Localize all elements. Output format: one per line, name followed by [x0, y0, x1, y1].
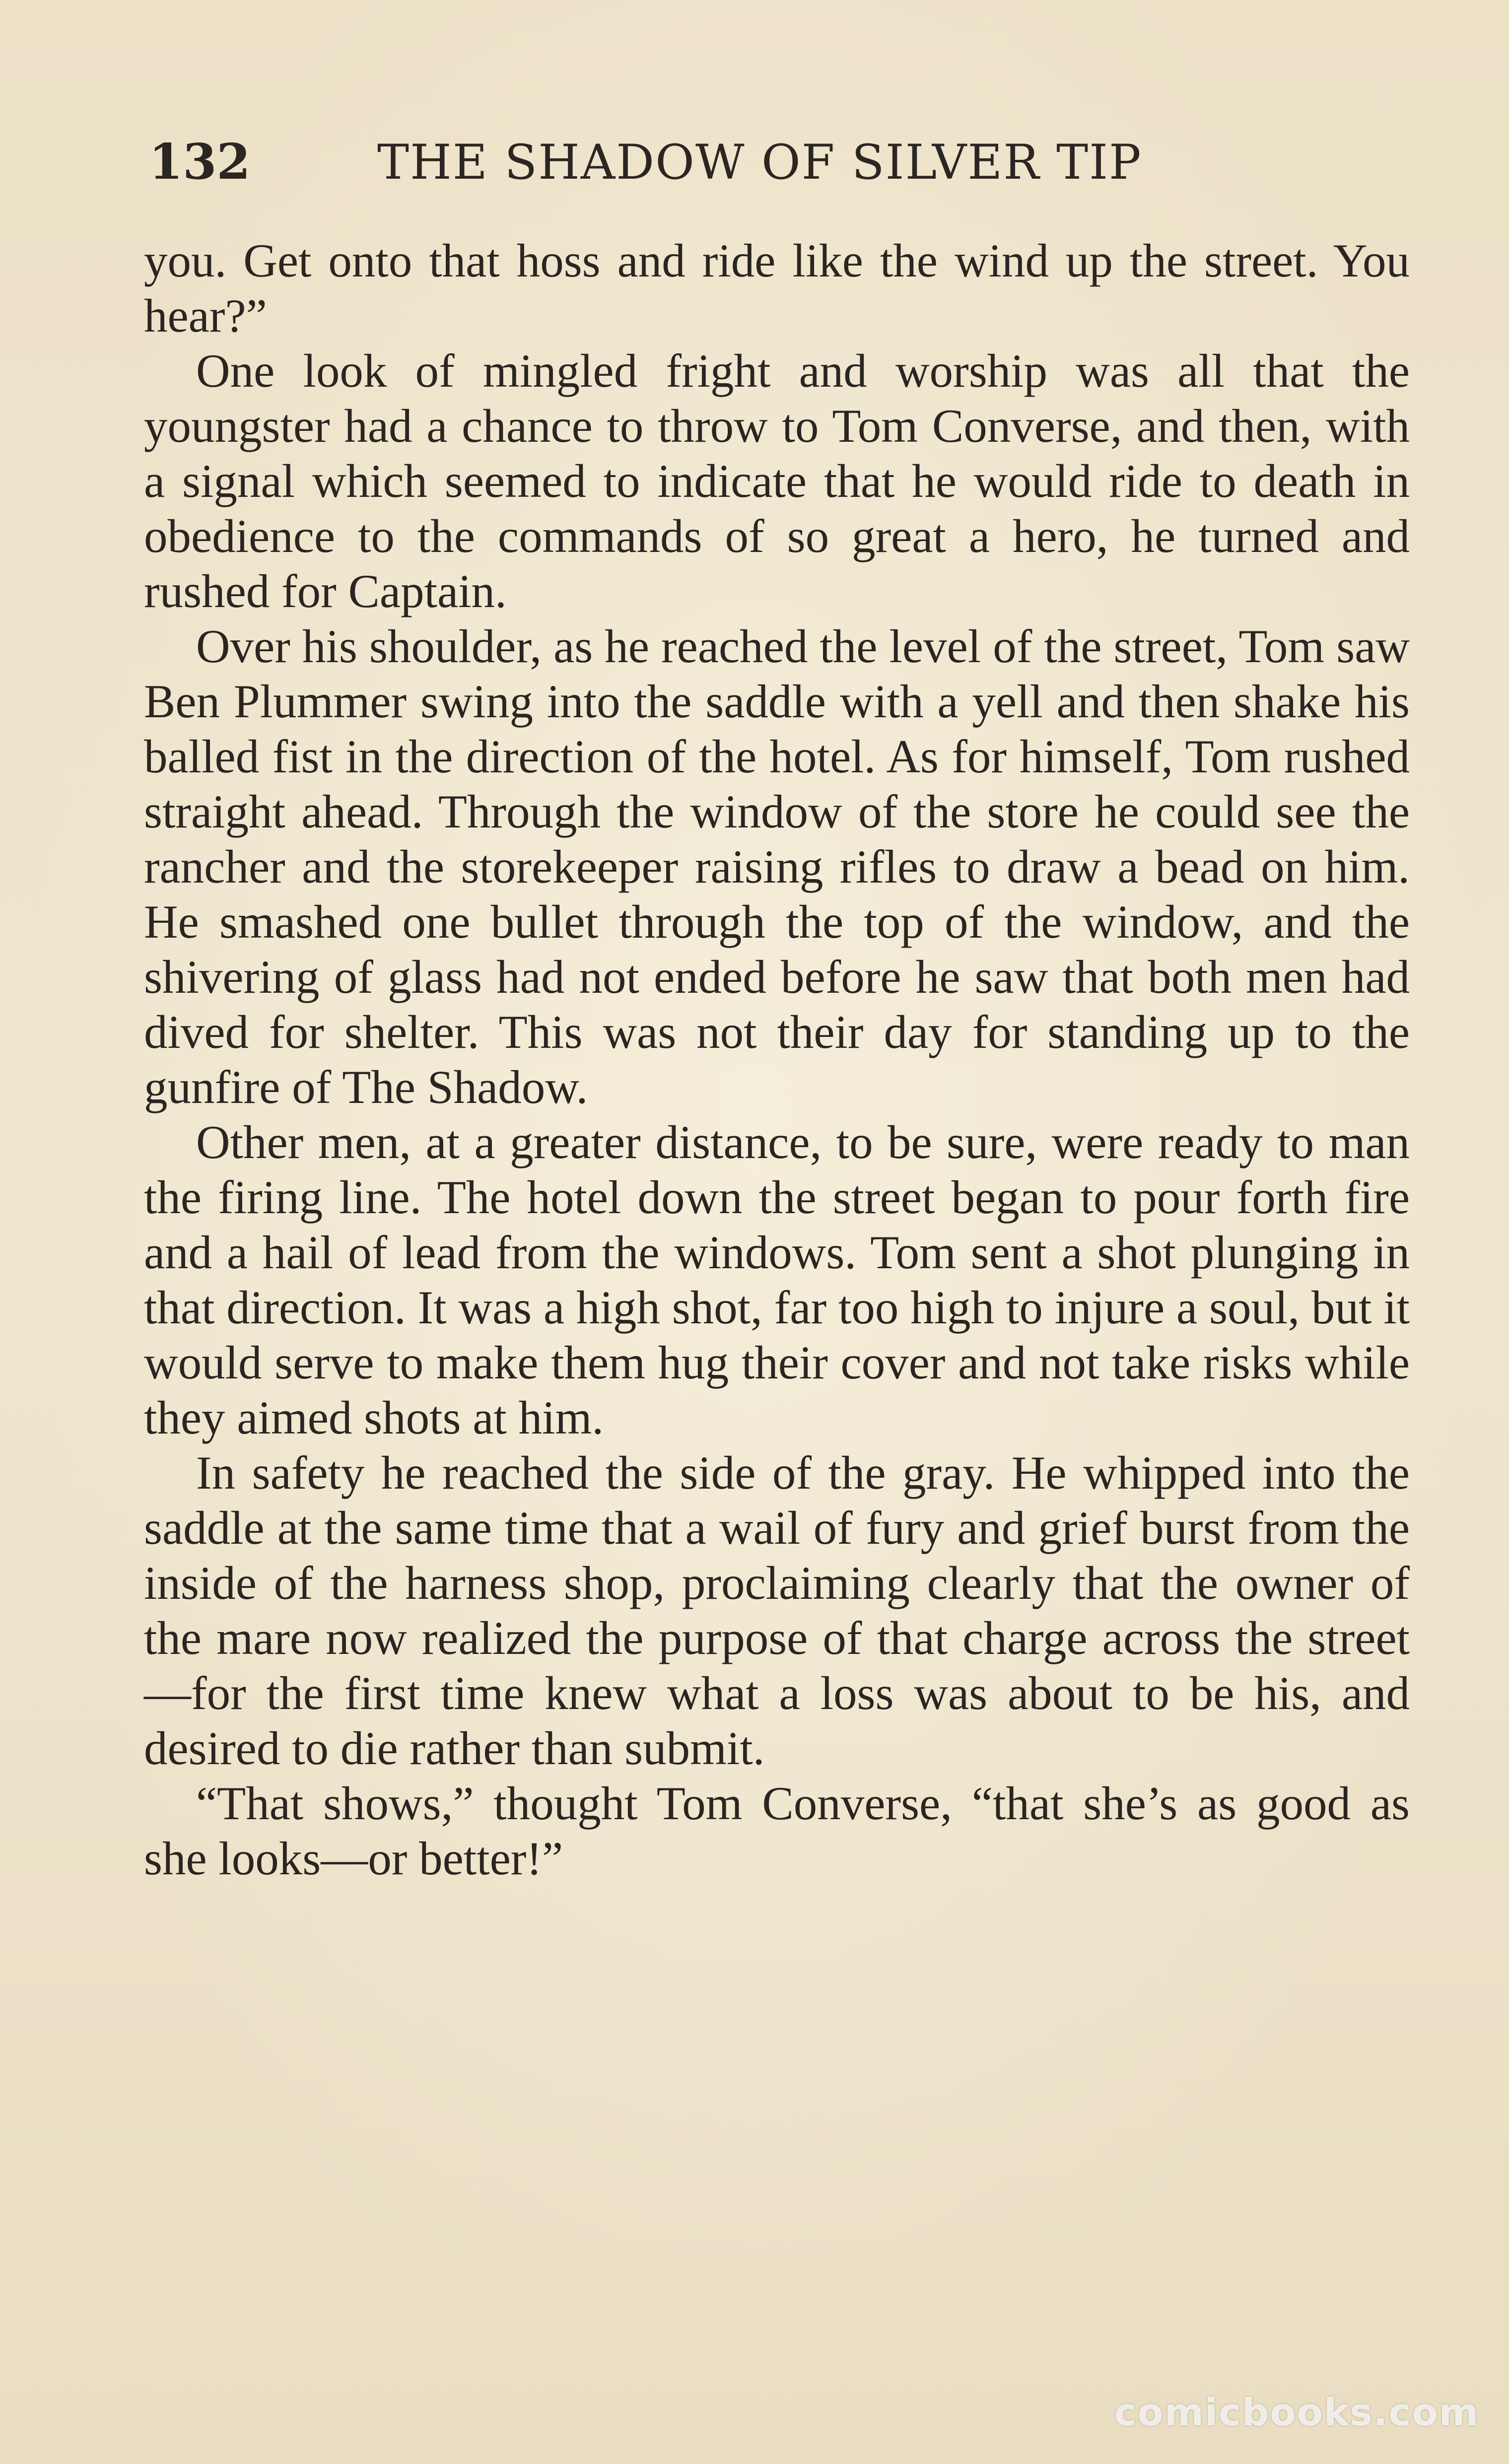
paragraph-5: In safety he reached the side of the gray. He whipped into the saddle at the same time that a wail of fury and grief burst from the inside of the harness shop, proclaiming clearly that the owner of the mare now realized the purpose of that charge across the street—for the first time knew what a loss was about to be his, and desired to die rather than submit.	[144, 1446, 1410, 1775]
paragraph-4: Other men, at a greater distance, to be sure, were ready to man the firing line. The hotel down the street began to pour forth fire and a hail of lead from the windows. Tom sent a shot plunging in that direction. It was a high shot, far too high to injure a soul, but it would serve to make them hug their cover and not take risks while they aimed shots at him.	[144, 1116, 1410, 1444]
paragraph-6: “That shows,” thought Tom Converse, “that she’s as good as she looks—or better!”	[144, 1777, 1410, 1885]
paragraph-1: you. Get onto that hoss and ride like the wind up the street. You hear?”	[144, 234, 1410, 342]
paragraph-2: One look of mingled fright and worship was all that the youngster had a chance to throw to Tom Converse, and then, with a signal which seemed to indicate that he would ride to death in obedience to the commands of so great a hero, he turned and rushed for Captain.	[144, 344, 1410, 617]
page-header	[149, 130, 1420, 195]
body-text	[144, 233, 1410, 1886]
running-title: THE SHADOW OF SILVER TIP	[377, 135, 1142, 190]
paragraph-3: Over his shoulder, as he reached the level of the street, Tom saw Ben Plummer swing into the saddle with a yell and then shake his balled fist in the direction of the hotel. As for himself, Tom rushed straight ahead. Through the window of the store he could see the rancher and the storekeeper raising rifles to draw a bead on him. He smashed one bullet through the top of the window, and the shivering of glass had not ended before he saw that both men had dived for shelter. This was not their day for standing up to the gunfire of The Shadow.	[144, 620, 1410, 1113]
page-number: 132	[149, 134, 251, 191]
site-watermark: comicbooks.com	[1114, 2390, 1479, 2434]
